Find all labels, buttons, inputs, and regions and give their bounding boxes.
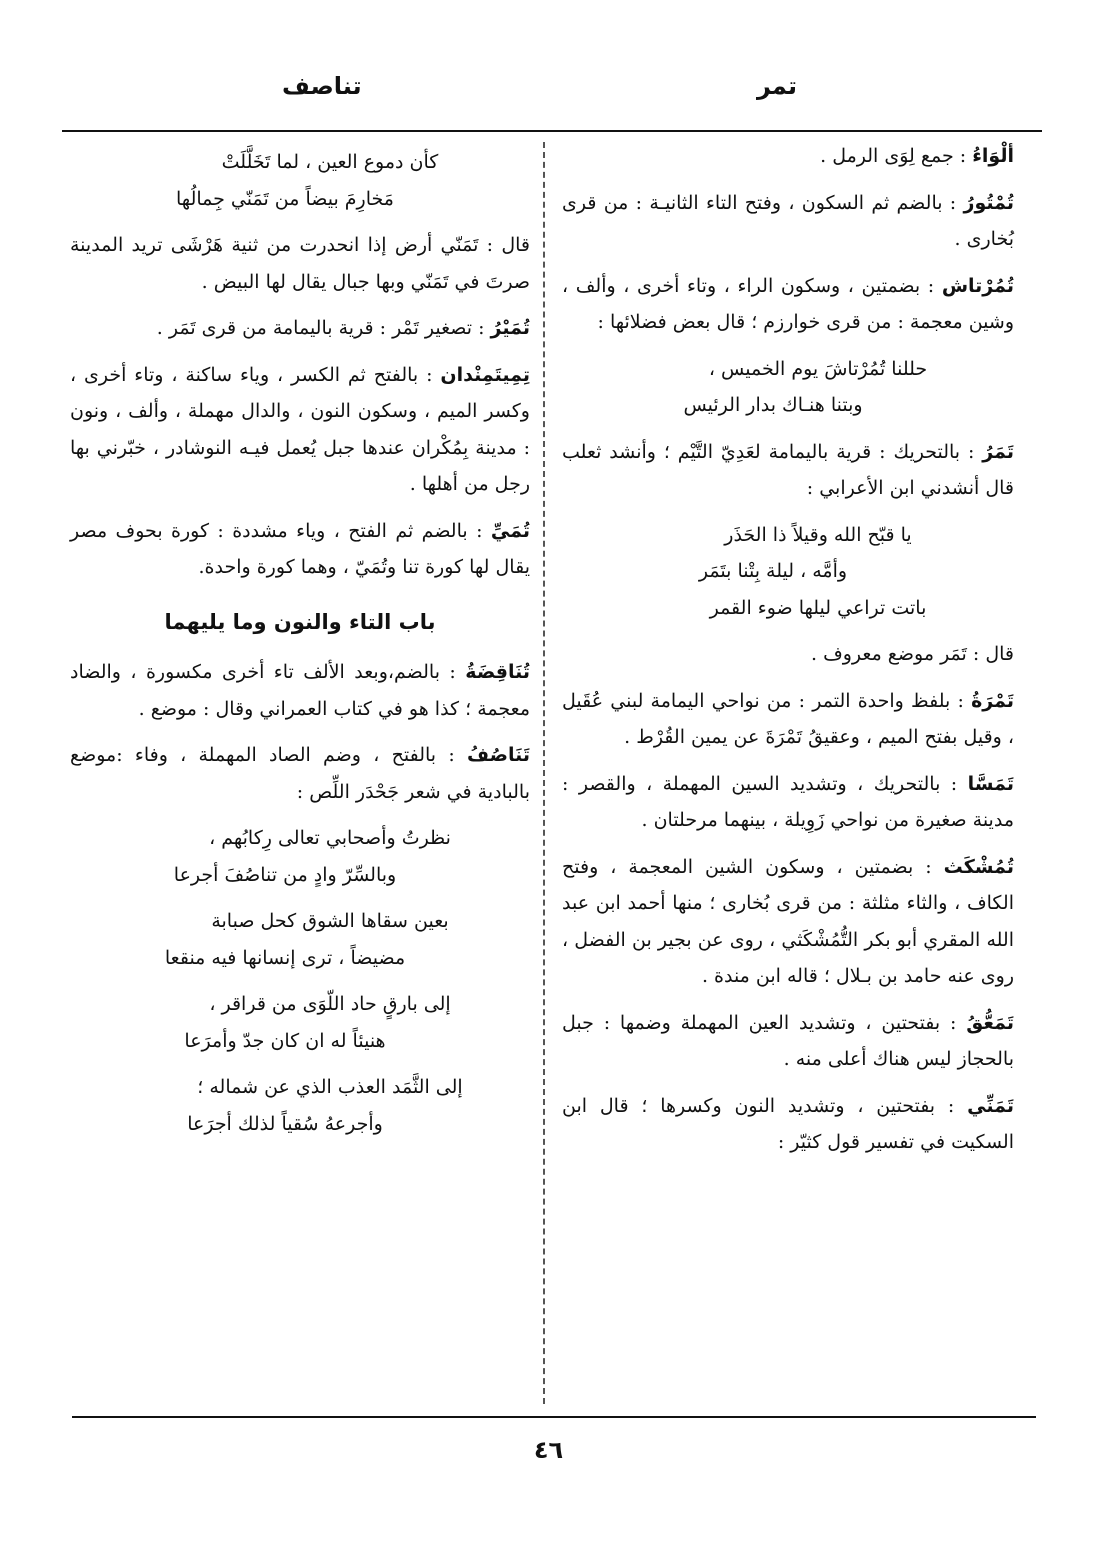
page-number: ٤٦ <box>533 1436 564 1464</box>
footer-rule <box>72 1416 1036 1418</box>
entry-definition: : بالفتح ، وضم الصاد المهملة ، وفاء :موضع بالبادية في شعر جَحْدَر اللِّص : <box>70 744 530 803</box>
entry-definition: قال : تَمَر موضع معروف . <box>810 643 1014 665</box>
entry-definition: : بضمتين ، وسكون الراء ، وتاء أخرى ، وألف ، وشين معجمة : من قرى خوارزم ؛ قال بعض فضلائها : <box>562 274 1014 333</box>
poem-verse <box>70 144 530 217</box>
dictionary-entry <box>70 654 530 727</box>
header-rule <box>62 130 1042 132</box>
poem-line: وأجرعهُ سُقياً لذلك أجرَعا <box>187 1112 383 1135</box>
entry-definition: : بلفظ واحدة التمر : من نواحي اليمامة لبني عُقَيل ، وقيل بفتح الميم ، وعقيقُ تَمْرَةَ عن يمين القُرْط . <box>562 689 1014 748</box>
poem-line: هنيئاً له ان كان جدّ وأمرَعا <box>184 1029 386 1052</box>
dictionary-entry <box>562 434 1014 507</box>
poem-verse <box>562 517 1014 627</box>
poem-line: باتت تراعي ليلها ضوء القمر <box>709 596 927 619</box>
entry-definition: : بضمتين ، وسكون الشين المعجمة ، وفتح الكاف ، والثاء مثلثة : من قرى بُخارى ؛ منها أحمد ابن عبد الله المقري أبو بكر التُّمُشْكَثي ، روى عن بجير بن الفضل ، روى عنه حامد بن بـلال ؛ قاله ابن مندة . <box>562 855 1014 987</box>
running-header-right: تمر <box>756 72 797 100</box>
poem-line: وبالسِّرّ وادٍ من تناصُفَ أجرعا <box>173 863 397 886</box>
entry-headword: تِمِيتَمِنْدان <box>440 363 530 386</box>
entry-headword: تُمْتُورُ <box>963 191 1014 214</box>
entry-definition: : بالضم،وبعد الألف تاء أخرى مكسورة ، والضاد معجمة ؛ كذا هو في كتاب العمراني وقال : موضع . <box>70 661 530 720</box>
column-divider <box>543 142 545 1404</box>
entry-definition: : بفتحتين ، وتشديد العين المهملة وضمها : جبل بالحجاز ليس هناك أعلى منه . <box>562 1011 1014 1070</box>
entry-text <box>70 227 530 300</box>
poem-line: إلى الثَّمَد العذب الذي عن شماله ؛ <box>197 1076 463 1098</box>
entry-headword: تَمَسَّا <box>967 772 1014 795</box>
dictionary-entry <box>562 185 1014 258</box>
poem-line: نظرتُ وأصحابي تعالى رِكابُهم ، <box>209 827 451 849</box>
poem-verse <box>70 1069 530 1142</box>
entry-headword: تَنَاصُفُ <box>466 744 530 766</box>
entry-headword: تَمْرَةُ <box>971 689 1014 712</box>
poem-line: إلى بارقٍ حاد اللّوَى من قراقر ، <box>209 993 451 1015</box>
dictionary-entry <box>70 310 530 347</box>
entry-definition: : بالضم ثم السكون ، وفتح التاء الثانيـة : من قرى بُخارى . <box>562 191 1014 250</box>
entry-headword: تُمُرْتاش <box>941 274 1014 297</box>
poem-line: وأمَّه ، ليلة بِتْنا بتَمَر <box>698 560 848 582</box>
entry-definition: : بفتحتين ، وتشديد النون وكسرها ؛ قال ابن السكيت في تفسير قول كثيّر : <box>562 1094 1014 1153</box>
entry-headword: ألْوَاءُ <box>972 145 1014 167</box>
poem-line: مَخارِمَ بيضاً من تَمَنّي جِمالُها <box>176 187 394 210</box>
running-header-left: تناصف <box>282 72 362 100</box>
dictionary-entry <box>562 1088 1014 1161</box>
dictionary-entry <box>70 357 530 503</box>
entry-definition: : بالتحريك ، وتشديد السين المهملة ، والقصر : مدينة صغيرة من نواحي زَوِيلة ، بينهما مرحلتان . <box>562 772 1014 831</box>
dictionary-entry <box>562 766 1014 839</box>
entry-headword: تُمَيْرُ <box>490 317 530 339</box>
entry-definition: قال : تَمَنّي أرض إذا انحدرت من ثنية هَرْشَى تريد المدينة صرتَ في تَمَنّي وبها جبال يقال لها البيض . <box>70 234 530 293</box>
poem-verse <box>70 903 530 976</box>
entry-headword: تُمُشْكَث <box>943 855 1014 878</box>
poem-line: حللنا تُمُرْتاشَ يوم الخميس ، <box>708 357 928 380</box>
poem-verse <box>70 820 530 893</box>
dictionary-entry <box>562 138 1014 175</box>
entry-definition: : بالفتح ثم الكسر ، وياء ساكنة ، وتاء أخرى ، وكسر الميم ، وسكون النون ، والدال مهملة ، وألف ، ونون : مدينة بِمُكْران عندها جبل يُعمل فيـه النوشادر ، خبّرني بها رجل من أهلها . <box>70 363 530 495</box>
poem-line: بعين سقاها الشوق كحل صبابة <box>211 910 449 932</box>
poem-verse <box>70 986 530 1059</box>
chapter-heading: باب التاء والنون وما يليهما <box>164 609 436 634</box>
dictionary-entry <box>70 737 530 810</box>
poem-line: يا قبّح الله وقيلاً ذا الحَذَر <box>724 523 912 546</box>
entry-definition: : بالتحريك : قرية باليمامة لعَدِيّ التَّيْم ؛ وأنشد ثعلب قال أنشدني ابن الأعرابي : <box>562 440 1014 499</box>
entry-headword: تَمَنِّي <box>967 1094 1014 1117</box>
entry-text <box>562 636 1014 673</box>
right-column <box>562 138 1014 1171</box>
dictionary-entry <box>562 849 1014 995</box>
entry-headword: تُمَيِّ <box>490 519 530 542</box>
poem-line: مضيضاً ، ترى إنسانها فيه منقعا <box>164 946 406 969</box>
poem-line: كأن دموع العين ، لما تَخَلَّلَتْ <box>221 151 439 173</box>
dictionary-entry <box>562 268 1014 341</box>
entry-headword: تَمَعُّقُ <box>966 1011 1014 1034</box>
dictionary-entry <box>562 683 1014 756</box>
dictionary-entry <box>70 513 530 586</box>
entry-headword: تُنَاقِضَةُ <box>465 661 531 683</box>
poem-line: وبتنا هنـاك بدار الرئيس <box>683 394 863 416</box>
entry-definition: : تصغير تَمْر : قرية باليمامة من قرى تَمَر . <box>156 317 485 339</box>
entry-definition: : جمع لِوَى الرمل . <box>820 145 967 167</box>
left-column <box>70 138 530 1152</box>
poem-verse <box>562 351 1014 424</box>
entry-definition: : بالضم ثم الفتح ، وياء مشددة : كورة بحوف مصر يقال لها كورة تنا وتُمَيّ ، وهما كورة واحدة. <box>70 519 530 578</box>
entry-headword: تَمَرُ <box>982 440 1014 463</box>
dictionary-entry <box>562 1005 1014 1078</box>
